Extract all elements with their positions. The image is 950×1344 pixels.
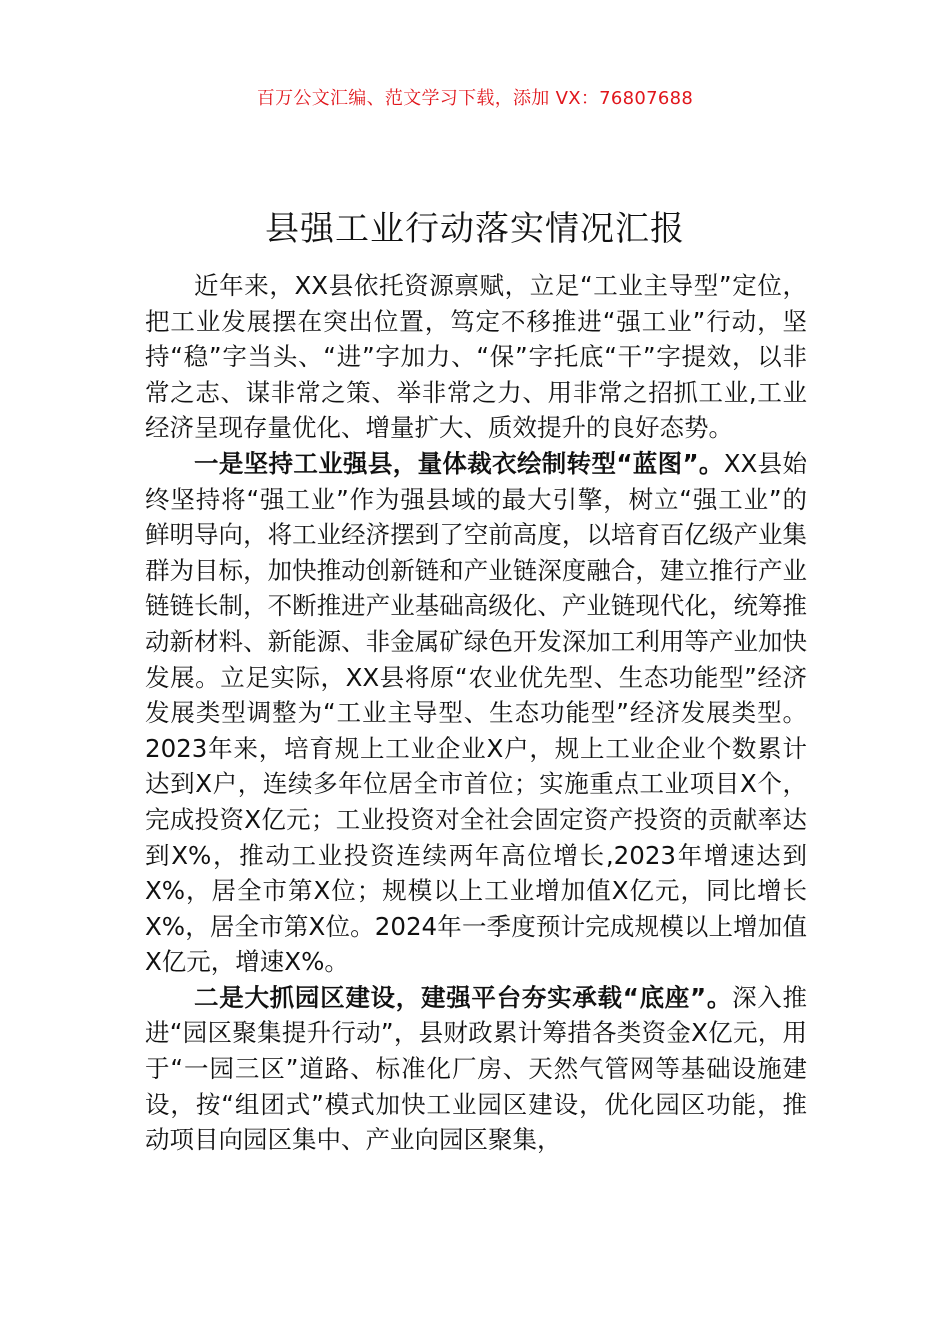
paragraph-text: 近年来，XX县依托资源禀赋，立足“工业主导型”定位，把工业发展摆在突出位置，笃定不移推进“强工业”行动，坚持“稳”字当头、“进”字加力、“保”字托底“干”字提效，以非常之志、谋非常之策、举非常之力、用非常之招抓工业,工业经济呈现存量优化、增量扩大、质效提升的良好态势。 [145, 271, 807, 443]
paragraph-lead: 一是坚持工业强县，量体裁衣绘制转型“蓝图”。 [194, 448, 724, 478]
header-watermark-note: 百万公文汇编、范文学习下载，添加 VX：76807688 [256, 88, 694, 109]
paragraph-section-1 [145, 446, 807, 980]
document-body [145, 268, 807, 1158]
paragraph-lead: 二是大抓园区建设，建强平台夯实承载“底座”。 [194, 982, 733, 1012]
paragraph-text: 深入推进“园区聚集提升行动”，县财政累计筹措各类资金X亿元，用于“一园三区”道路、标准化厂房、天然气管网等基础设施建设，按“组团式”模式加快工业园区建设，优化园区功能，推动项目向园区集中、产业向园区聚集， [145, 982, 808, 1155]
paragraph-intro [145, 268, 807, 446]
paragraph-section-2 [145, 980, 807, 1158]
document-title: 县强工业行动落实情况汇报 [265, 208, 685, 249]
paragraph-text: XX县始终坚持将“强工业”作为强县域的最大引擎，树立“强工业”的鲜明导向，将工业经济摆到了空前高度，以培育百亿级产业集群为目标，加快推动创新链和产业链深度融合，建立推行产业链链长制，不断推进产业基础高级化、产业链现代化，统筹推动新材料、新能源、非金属矿绿色开发深加工利用等产业加快发展。立足实际，XX县将原“农业优先型、生态功能型”经济发展类型调整为“工业主导型、生态功能型”经济发展类型。2023年来，培育规上工业企业X户，规上工业企业个数累计达到X户，连续多年位居全市首位；实施重点工业项目X个，完成投资X亿元；工业投资对全社会固定资产投资的贡献率达到X%，推动工业投资连续两年高位增长,2023年增速达到X%，居全市第X位；规模以上工业增加值X亿元，同比增长X%，居全市第X位。2024年一季度预计完成规模以上增加值X亿元，增速X%。 [145, 448, 808, 977]
